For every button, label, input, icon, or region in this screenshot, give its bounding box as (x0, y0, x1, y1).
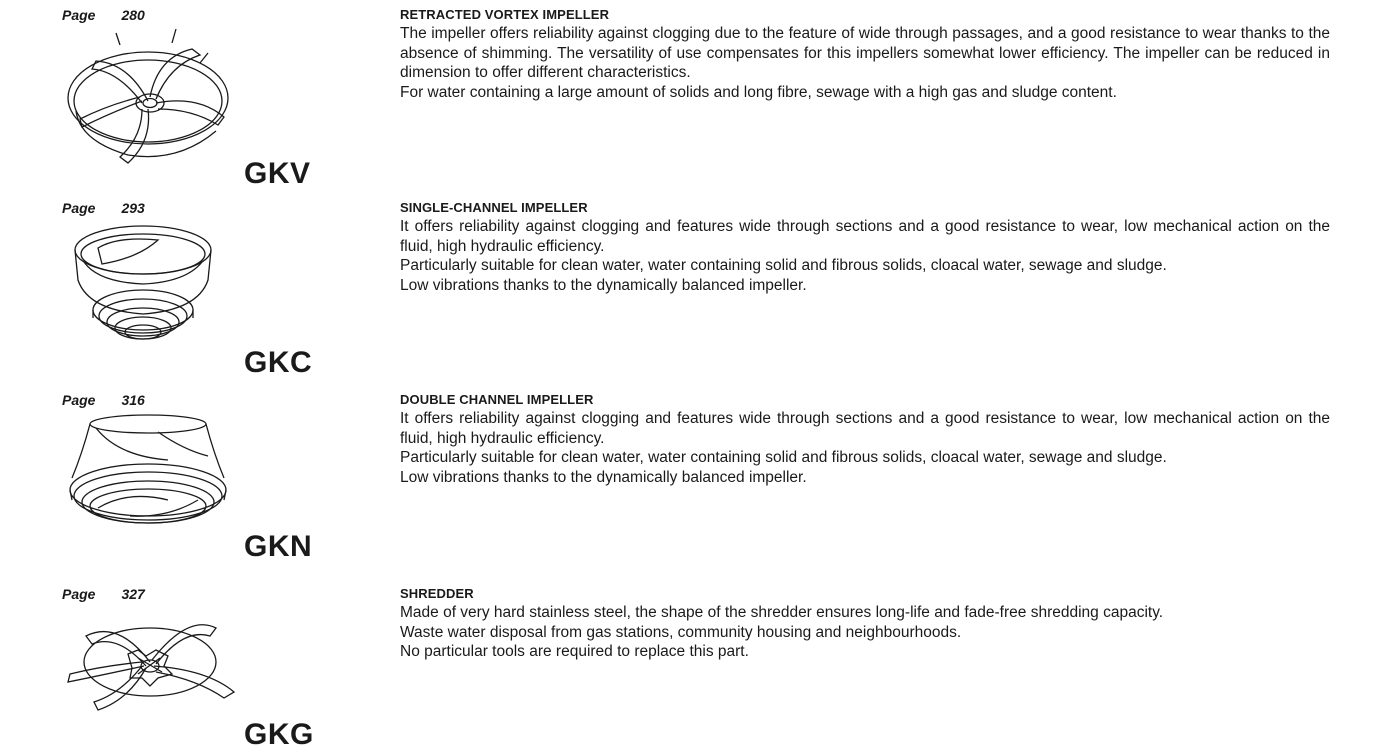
page-number: 293 (121, 200, 145, 216)
description-line: Low vibrations thanks to the dynamically balanced impeller. (400, 276, 807, 294)
description-title: RETRACTED VORTEX IMPELLER (400, 7, 610, 22)
description-line: Low vibrations thanks to the dynamically balanced impeller. (400, 468, 807, 486)
impeller-code: GKV (244, 157, 311, 190)
page-label: Page (62, 392, 96, 408)
description-line: It offers reliability against clogging and features wide through sections and a good resistance to wear, low mechanical action on the fluid, high hydraulic efficiency. (400, 218, 1330, 255)
description-line: Particularly suitable for clean water, water containing solid and fibrous solids, cloacal water, sewage and sludge. (400, 449, 1167, 466)
description (400, 7, 1330, 102)
description-title: SHREDDER (400, 586, 474, 601)
page-number: 280 (121, 7, 145, 23)
description (400, 392, 1330, 487)
description-title: DOUBLE CHANNEL IMPELLER (400, 392, 594, 407)
page-label: Page (62, 7, 96, 23)
page-reference (62, 586, 145, 602)
description (400, 586, 1330, 662)
shredder-icon (58, 606, 238, 716)
double-channel-impeller-icon (58, 410, 238, 540)
description-line: It offers reliability against clogging and features wide through sections and a good resistance to wear, low mechanical action on the fluid, high hydraulic efficiency. (400, 410, 1330, 447)
page-number: 316 (121, 392, 145, 408)
page-label: Page (62, 586, 96, 602)
impeller-code: GKC (244, 346, 313, 379)
description-line: Made of very hard stainless steel, the shape of the shredder ensures long-life and fade-free shredding capacity. (400, 604, 1164, 621)
description-line: The impeller offers reliability against clogging due to the feature of wide through passages, and a good resistance to wear thanks to the absence of shimming. The versatility of use compensates for this impellers somewhat lower efficiency. The impeller can be reduced in dimension to offer different characteristics. (400, 25, 1330, 81)
description-line: For water containing a large amount of solids and long fibre, sewage with a high gas and sludge content. (400, 83, 1117, 101)
description-line: Particularly suitable for clean water, water containing solid and fibrous solids, cloacal water, sewage and sludge. (400, 257, 1167, 274)
page-reference (62, 7, 145, 23)
description-line: Waste water disposal from gas stations, community housing and neighbourhoods. (400, 623, 962, 641)
description (400, 200, 1330, 295)
impeller-code: GKG (244, 718, 314, 751)
page-reference (62, 392, 145, 408)
description-line: No particular tools are required to replace this part. (400, 643, 749, 660)
page-label: Page (62, 200, 96, 216)
vortex-impeller-icon (58, 23, 238, 173)
impeller-code: GKN (244, 530, 313, 563)
page-reference (62, 200, 145, 216)
single-channel-impeller-icon (58, 218, 228, 356)
description-title: SINGLE-CHANNEL IMPELLER (400, 200, 588, 215)
page-number: 327 (121, 586, 145, 602)
